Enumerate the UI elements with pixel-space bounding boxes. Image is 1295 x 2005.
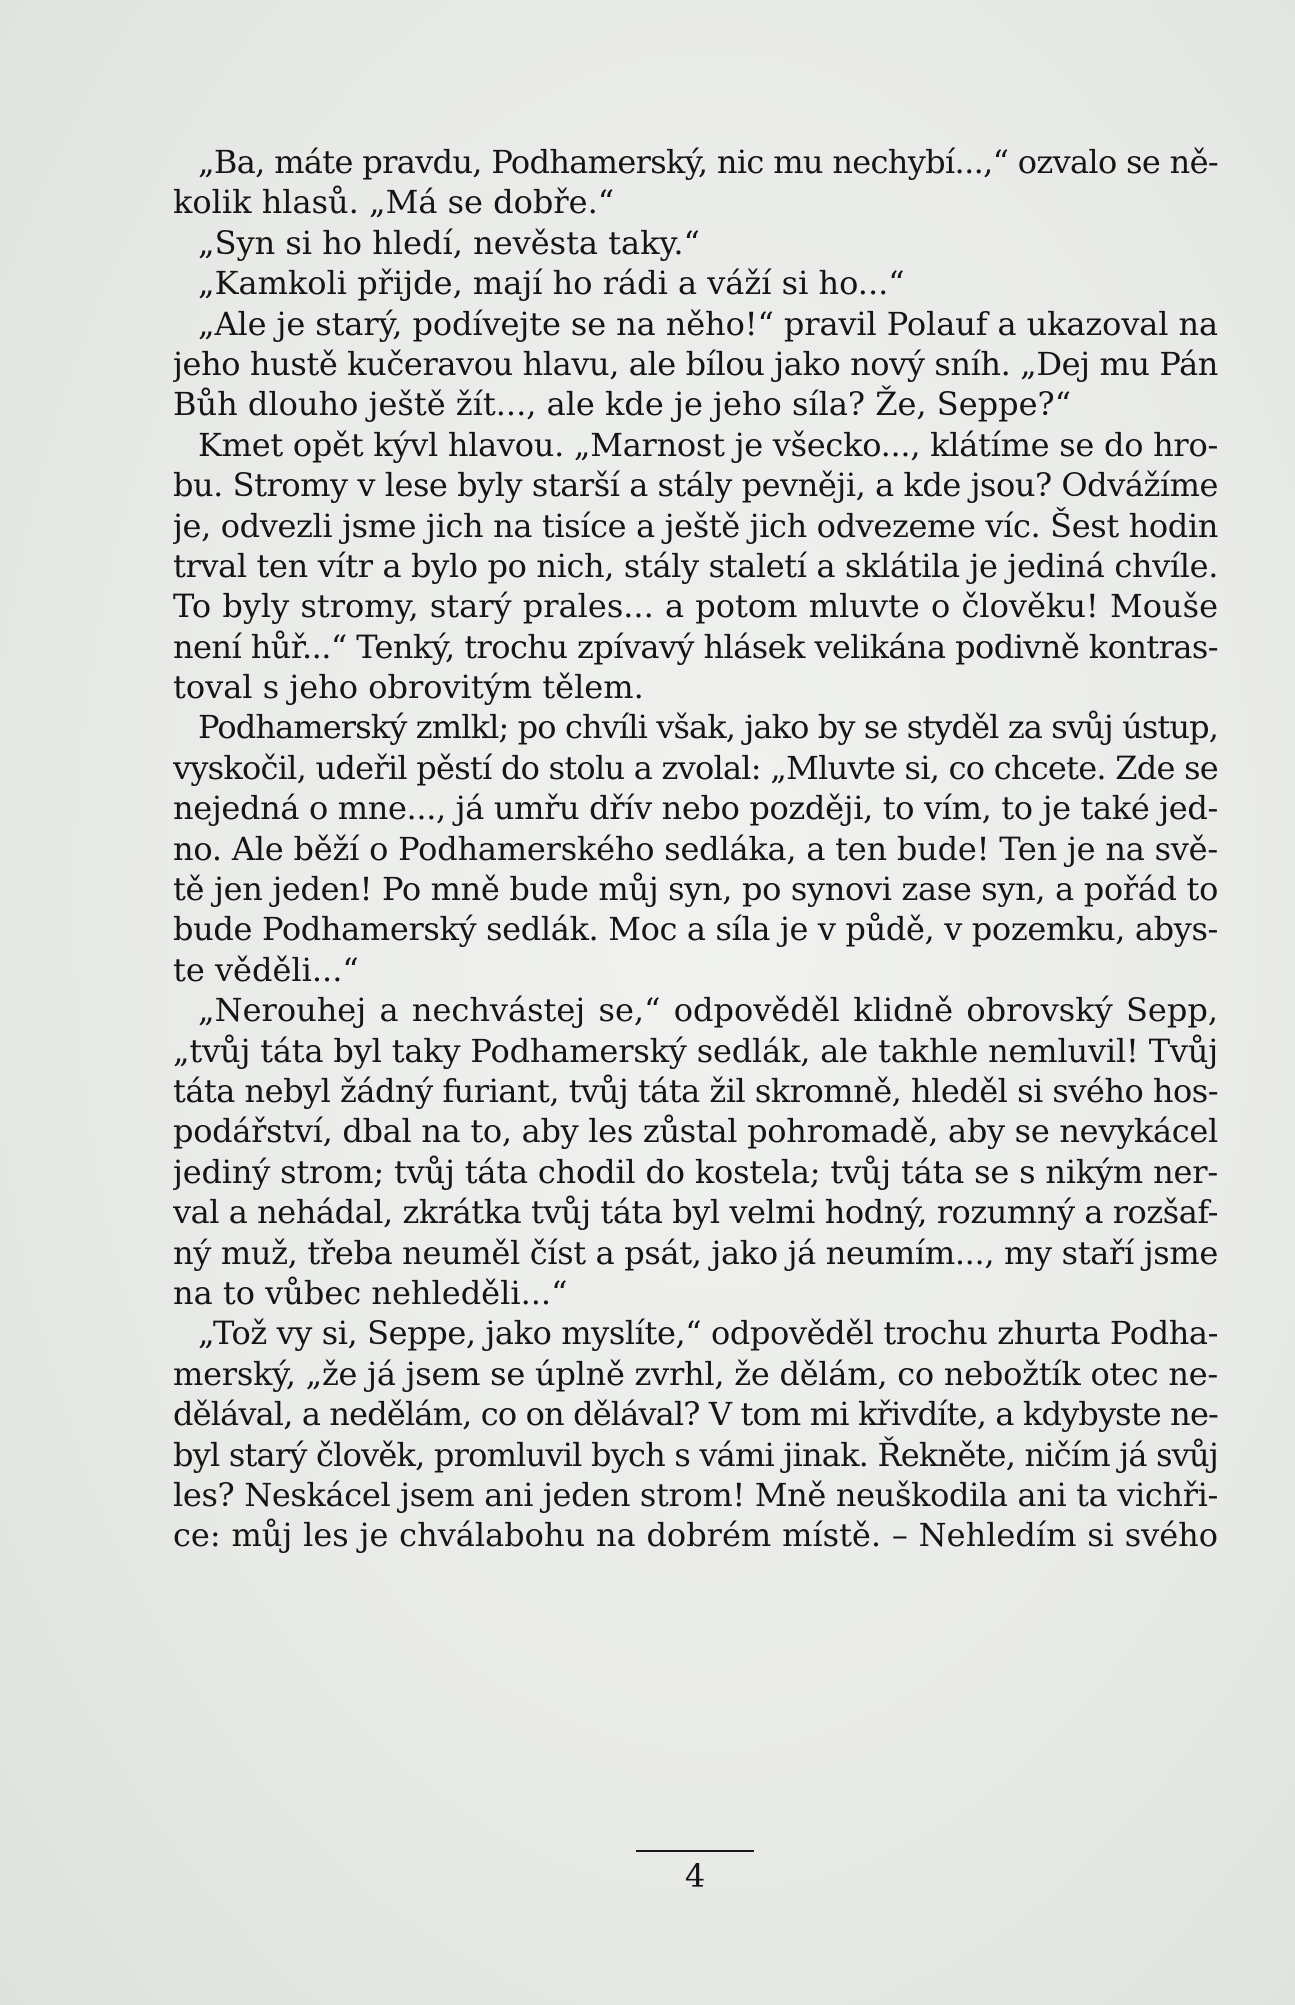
text-line: dělával, a nedělám, co on dělával? V tom mi křivdíte, a kdybyste ne- — [173, 1395, 1218, 1434]
text-line: ce: můj les je chválabohu na dobrém místě. – Nehledím si svého — [173, 1516, 1218, 1555]
text-line: toval s jeho obrovitým tělem. — [173, 668, 644, 707]
text-line: „Nerouhej a nechvástej se,“ odpověděl klidně obrovský Sepp, — [198, 991, 1218, 1030]
text-line: To byly stromy, starý prales... a potom mluvte o člověku! Mouše — [173, 587, 1218, 626]
text-line: te věděli...“ — [173, 950, 359, 989]
text-line: kolik hlasů. „Má se dobře.“ — [173, 183, 615, 222]
text-line: ný muž, třeba neuměl číst a psát, jako já neumím..., my staří jsme — [173, 1233, 1218, 1272]
text-line: jediný strom; tvůj táta chodil do kostela; tvůj táta se s nikým ner- — [173, 1152, 1218, 1191]
text-line: není hůř...“ Tenký, trochu zpívavý hlásek velikána podivně kontras- — [173, 627, 1218, 666]
text-line: tě jen jeden! Po mně bude můj syn, po synovi zase syn, a pořád to — [173, 870, 1218, 909]
text-line: „Tož vy si, Seppe, jako myslíte,“ odpověděl trochu zhurta Podha- — [198, 1314, 1218, 1353]
text-line: nejedná o mne..., já umřu dřív nebo později, to vím, to je také jed- — [173, 789, 1218, 828]
text-line: podářství, dbal na to, aby les zůstal pohromadě, aby se nevykácel — [173, 1112, 1218, 1151]
text-line: no. Ale běží o Podhamerského sedláka, a ten bude! Ten je na svě- — [173, 829, 1218, 868]
text-line: je, odvezli jsme jich na tisíce a ještě jich odvezeme víc. Šest hodin — [173, 506, 1218, 545]
page-number: 4 — [684, 1857, 706, 1895]
text-line: „Ale je starý, podívejte se na něho!“ pravil Polauf a ukazoval na — [198, 304, 1218, 343]
text-line: jeho hustě kučeravou hlavu, ale bílou jako nový sníh. „Dej mu Pán — [173, 344, 1218, 383]
footer-rule — [636, 1850, 754, 1852]
body-text — [173, 142, 1218, 1556]
text-line: bude Podhamerský sedlák. Moc a síla je v půdě, v pozemku, abys- — [173, 910, 1218, 949]
text-line: „Ba, máte pravdu, Podhamerský, nic mu nechybí...,“ ozvalo se ně- — [198, 143, 1218, 181]
text-line: Kmet opět kývl hlavou. „Marnost je všecko..., klátíme se do hro- — [198, 425, 1218, 464]
text-line: byl starý člověk, promluvil bych s vámi jinak. Řekněte, ničím já svůj — [173, 1435, 1218, 1474]
text-line: Bůh dlouho ještě žít..., ale kde je jeho síla? Že, Seppe?“ — [173, 385, 1072, 424]
text-line: vyskočil, udeřil pěstí do stolu a zvolal: „Mluvte si, co chcete. Zde se — [173, 748, 1218, 787]
text-line: Podhamerský zmlkl; po chvíli však, jako by se styděl za svůj ústup, — [198, 708, 1218, 747]
text-line: val a nehádal, zkrátka tvůj táta byl velmi hodný, rozumný a rozšaf- — [173, 1193, 1218, 1232]
text-line: bu. Stromy v lese byly starší a stály pevněji, a kde jsou? Odvážíme — [173, 466, 1218, 505]
text-line: „Kamkoli přijde, mají ho rádi a váží si ho...“ — [198, 264, 905, 303]
text-line: „tvůj táta byl taky Podhamerský sedlák, ale takhle nemluvil! Tvůj — [173, 1031, 1218, 1070]
text-line: trval ten vítr a bylo po nich, stály staletí a sklátila je jediná chvíle. — [173, 546, 1218, 585]
text-line: „Syn si ho hledí, nevěsta taky.“ — [198, 223, 700, 262]
text-line: les? Neskácel jsem ani jeden strom! Mně neuškodila ani ta vichři- — [173, 1475, 1218, 1514]
text-line: merský, „že já jsem se úplně zvrhl, že dělám, co nebožtík otec ne- — [173, 1354, 1218, 1393]
text-line: na to vůbec nehleděli...“ — [173, 1273, 568, 1312]
text-line: táta nebyl žádný furiant, tvůj táta žil skromně, hleděl si svého hos- — [173, 1071, 1218, 1110]
